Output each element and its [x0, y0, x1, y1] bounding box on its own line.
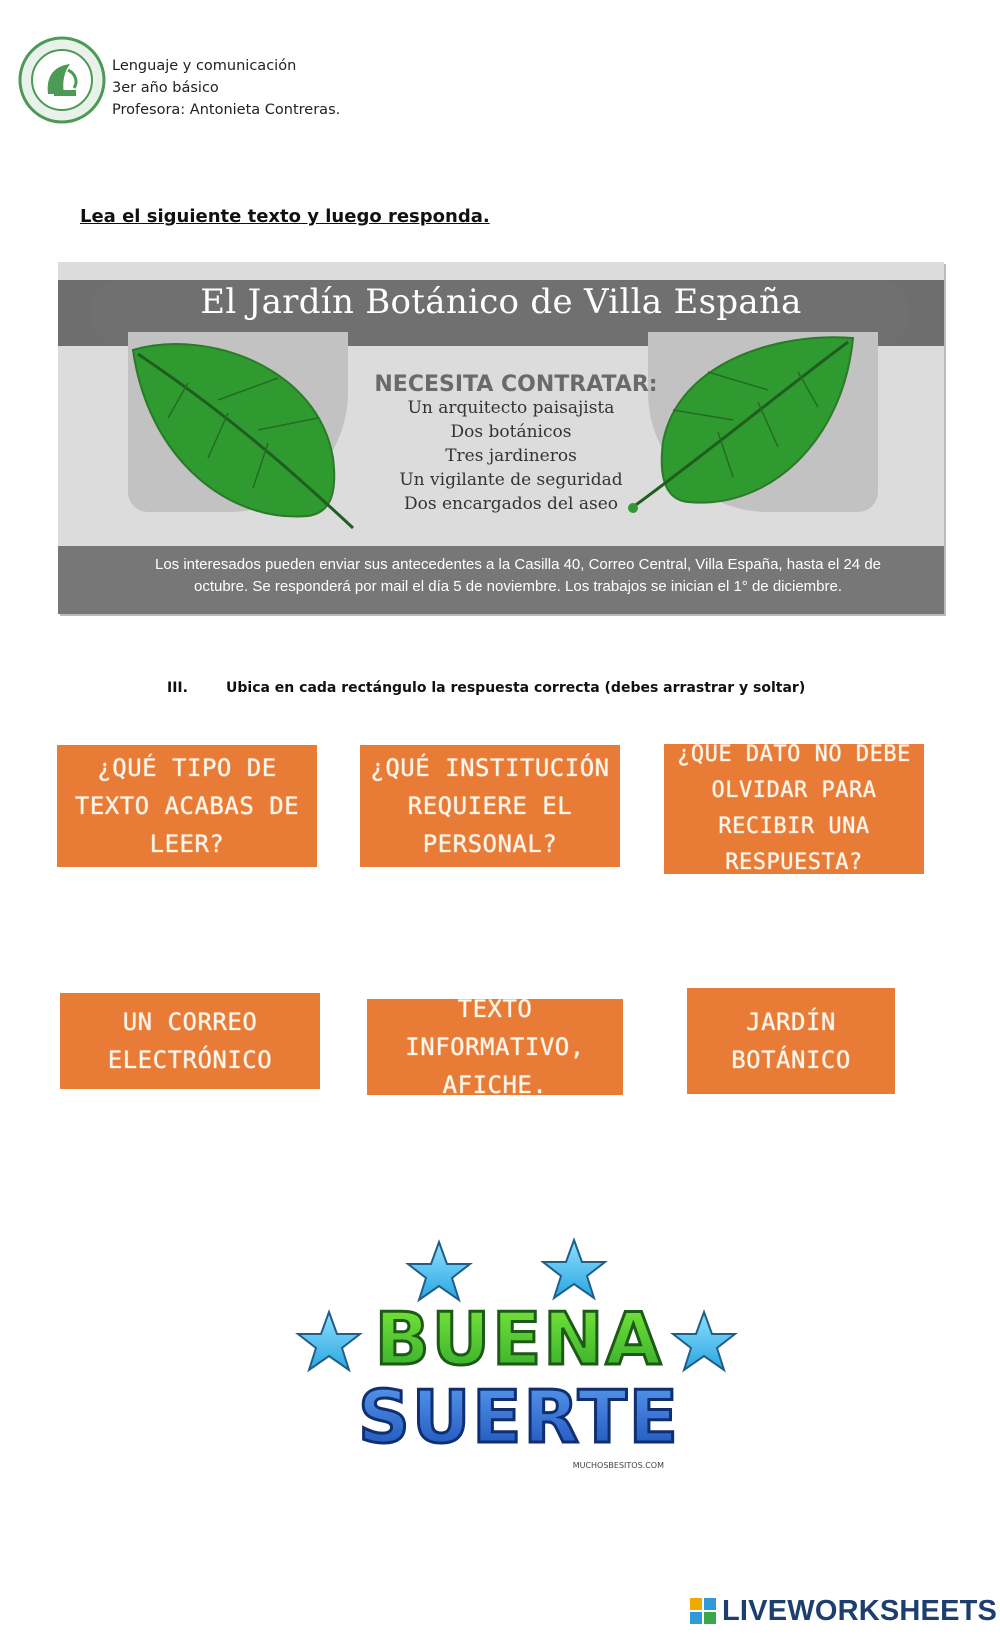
subject-label: Lenguaje y comunicación [112, 58, 297, 74]
job-item: Un vigilante de seguridad [399, 470, 623, 490]
school-logo-icon [18, 36, 106, 124]
job-item: Dos botánicos [450, 422, 572, 442]
job-item: Dos encargados del aseo [404, 494, 618, 514]
liveworksheets-logo-icon [690, 1598, 716, 1624]
question-card-missing-data[interactable]: ¿QUÉ DATO NO DEBE OLVIDAR PARA RECIBIR UNA RESPUESTA? [664, 744, 924, 874]
answer-card-botanical-garden[interactable]: JARDÍN BOTÁNICO [687, 988, 895, 1094]
liveworksheets-wordmark: LIVEWORKSHEETS [722, 1594, 998, 1627]
luck-credit: MUCHOSBESITOS.COM [572, 1461, 664, 1470]
answer-card-informative-text[interactable]: TEXTO INFORMATIVO, AFICHE. [367, 999, 623, 1095]
luck-line1: BUENA [374, 1297, 664, 1381]
job-item: Tres jardineros [445, 446, 577, 466]
liveworksheets-brand [690, 1593, 997, 1629]
instruction-heading: Lea el siguiente texto y luego responda. [80, 206, 490, 227]
section-instruction: Ubica en cada rectángulo la respuesta correcta (debes arrastrar y soltar) [226, 680, 806, 696]
teacher-label: Profesora: Antonieta Contreras. [112, 102, 341, 118]
poster-heading: NECESITA CONTRATAR: [374, 372, 658, 397]
poster-title: El Jardín Botánico de Villa España [200, 282, 802, 322]
answer-card-email[interactable]: UN CORREO ELECTRÓNICO [60, 993, 320, 1089]
good-luck-graphic [294, 1232, 744, 1472]
question-card-text-type[interactable]: ¿QUÉ TIPO DE TEXTO ACABAS DE LEER? [57, 745, 317, 867]
question-card-institution[interactable]: ¿QUÉ INSTITUCIÓN REQUIERE EL PERSONAL? [360, 745, 620, 867]
poster-footer-text: Los interesados pueden enviar sus antecedentes a la Casilla 40, Correo Central, Villa España, hasta el 24 de octubre. Se responderá por mail el día 5 de noviembre. Los trabajos se inician el 1° de diciembre. [154, 556, 881, 595]
job-item: Un arquitecto paisajista [407, 398, 615, 418]
section-number: III. [167, 680, 188, 696]
grade-label: 3er año básico [112, 80, 219, 96]
job-poster [58, 262, 944, 614]
luck-line2: SUERTE [357, 1375, 681, 1459]
